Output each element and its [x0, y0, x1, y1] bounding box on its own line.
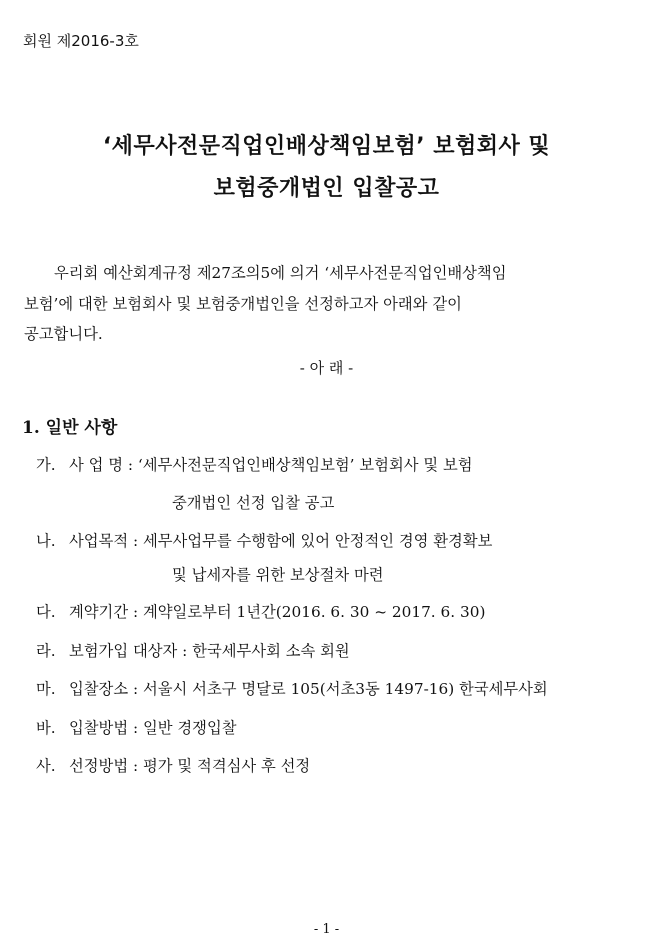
notice-separator: - 아 래 -: [299, 359, 354, 377]
list-item: [36, 639, 350, 661]
list-item: [36, 529, 492, 551]
list-marker: 다.: [36, 603, 56, 621]
list-item-text: 계약기간 : 계약일로부터 1년간(2016. 6. 30 ~ 2017. 6. 30): [69, 603, 486, 621]
list-item-text: 선정방법 : 평가 및 적격심사 후 선정: [69, 757, 311, 775]
list-item: [36, 600, 485, 622]
list-item-text: 사업목적 : 세무사업무를 수행함에 있어 안정적인 경영 환경확보: [69, 532, 493, 550]
list-item-text: 보험가입 대상자 : 한국세무사회 소속 회원: [69, 642, 350, 660]
list-item-text: 입찰장소 : 서울시 서초구 명달로 105(서초3동 1497-16) 한국세무사회: [69, 680, 548, 698]
list-item-continuation: 및 납세자를 위한 보상절차 마련: [172, 566, 384, 584]
intro-line: 보험’에 대한 보험회사 및 보험중개법인을 선정하고자 아래와 같이: [24, 294, 462, 313]
section-heading: 1. 일반 사항: [22, 418, 118, 438]
list-marker: 바.: [36, 719, 56, 737]
list-marker: 라.: [36, 642, 56, 660]
title-line-2: 보험중개법인 입찰공고: [213, 176, 440, 201]
intro-line: 공고합니다.: [24, 325, 103, 343]
page-number: - 1 -: [313, 922, 340, 937]
title-line-1: ‘세무사전문직업인배상책임보험’ 보험회사 및: [102, 134, 551, 159]
list-item-continuation: 중개법인 선정 입찰 공고: [172, 494, 335, 512]
list-marker: 가.: [36, 456, 56, 474]
list-marker: 마.: [36, 680, 56, 698]
document-number: 회원 제2016-3호: [23, 32, 139, 50]
list-item: [36, 754, 310, 776]
intro-paragraph: [24, 258, 628, 350]
list-marker: 사.: [36, 757, 56, 775]
intro-line: 우리회 예산회계규정 제27조의5에 의거 ‘세무사전문직업인배상책임: [54, 264, 507, 282]
list-item-text: 사 업 명 : ‘세무사전문직업인배상책임보험’ 보험회사 및 보험: [69, 456, 473, 474]
list-item-text: 입찰방법 : 일반 경쟁입찰: [69, 719, 237, 737]
list-item: [36, 677, 548, 699]
list-marker: 나.: [36, 532, 56, 550]
list-item: [36, 453, 473, 475]
list-item: [36, 716, 237, 738]
